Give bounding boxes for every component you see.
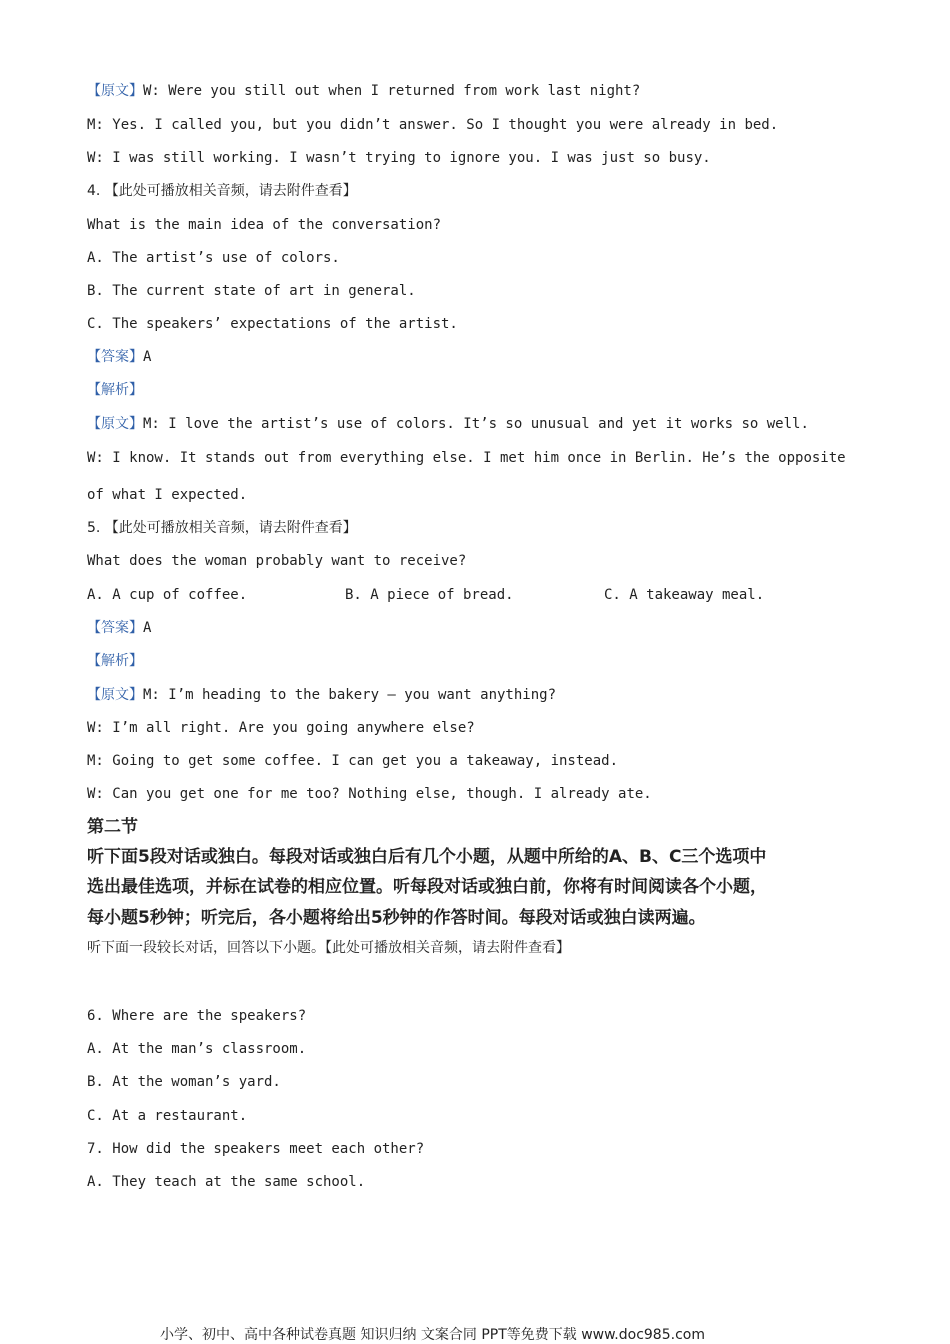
transcript-line: W: I’m all right. Are you going anywhere else?	[87, 720, 475, 736]
answer-line	[87, 348, 151, 366]
answer-line	[87, 619, 151, 637]
transcript-line: of what I expected.	[87, 487, 248, 503]
question-text: What is the main idea of the conversation?	[87, 217, 442, 233]
transcript-line: W: Can you get one for me too? Nothing else, though. I already ate.	[87, 786, 652, 802]
answer-value: A	[143, 620, 152, 636]
transcript-line	[87, 82, 640, 100]
transcript-line: M: Yes. I called you, but you didn’t answer. So I thought you were already in bed.	[87, 117, 779, 133]
options-row	[87, 586, 867, 604]
question-heading: 4. 【此处可播放相关音频，请去附件查看】	[87, 183, 357, 199]
answer-tag: 【答案】	[87, 620, 143, 636]
transcript-line: W: I know. It stands out from everything else. I met him once in Berlin. He’s the opposite	[87, 450, 846, 466]
question-text: 6. Where are the speakers?	[87, 1008, 307, 1024]
question-text: What does the woman probably want to receive?	[87, 553, 467, 569]
transcript-text: M: I love the artist’s use of colors. It’s so unusual and yet it works so well.	[143, 416, 809, 432]
answer-tag: 【答案】	[87, 349, 143, 365]
section-title: 第二节	[87, 817, 138, 837]
transcript-text: M: I’m heading to the bakery — you want anything?	[143, 687, 557, 703]
option-a: A. At the man’s classroom.	[87, 1041, 307, 1057]
section-intro: 听下面一段较长对话，回答以下小题。【此处可播放相关音频，请去附件查看】	[87, 940, 570, 956]
transcript-line: M: Going to get some coffee. I can get you a takeaway, instead.	[87, 753, 619, 769]
transcript-tag: 【原文】	[87, 416, 143, 432]
option-a: A. The artist’s use of colors.	[87, 250, 340, 266]
option-b: B. The current state of art in general.	[87, 283, 416, 299]
analysis-tag: 【解析】	[87, 653, 143, 669]
section-instruction: 选出最佳选项，并标在试卷的相应位置。听每段对话或独白前，你将有时间阅读各个小题，	[87, 877, 767, 897]
option-b: B. A piece of bread.	[345, 587, 514, 603]
page-footer: 小学、初中、高中各种试卷真题 知识归纳 文案合同 PPT等免费下载 www.doc985.com	[160, 1327, 705, 1343]
transcript-line	[87, 686, 556, 704]
section-instruction: 每小题5秒钟；听完后，各小题将给出5秒钟的作答时间。每段对话或独白读两遍。	[87, 908, 706, 928]
answer-value: A	[143, 349, 152, 365]
option-c: C. A takeaway meal.	[604, 587, 765, 603]
transcript-text: W: Were you still out when I returned from work last night?	[143, 83, 641, 99]
transcript-line: W: I was still working. I wasn’t trying to ignore you. I was just so busy.	[87, 150, 711, 166]
transcript-tag: 【原文】	[87, 687, 143, 703]
option-c: C. At a restaurant.	[87, 1108, 248, 1124]
option-b: B. At the woman’s yard.	[87, 1074, 281, 1090]
option-a: A. A cup of coffee.	[87, 587, 248, 603]
analysis-tag: 【解析】	[87, 382, 143, 398]
section-instruction: 听下面5段对话或独白。每段对话或独白后有几个小题，从题中所给的A、B、C三个选项中	[87, 847, 767, 867]
question-text: 7. How did the speakers meet each other?	[87, 1141, 425, 1157]
option-a: A. They teach at the same school.	[87, 1174, 366, 1190]
transcript-line	[87, 415, 809, 433]
transcript-tag: 【原文】	[87, 83, 143, 99]
question-heading: 5. 【此处可播放相关音频，请去附件查看】	[87, 520, 357, 536]
option-c: C. The speakers’ expectations of the artist.	[87, 316, 458, 332]
